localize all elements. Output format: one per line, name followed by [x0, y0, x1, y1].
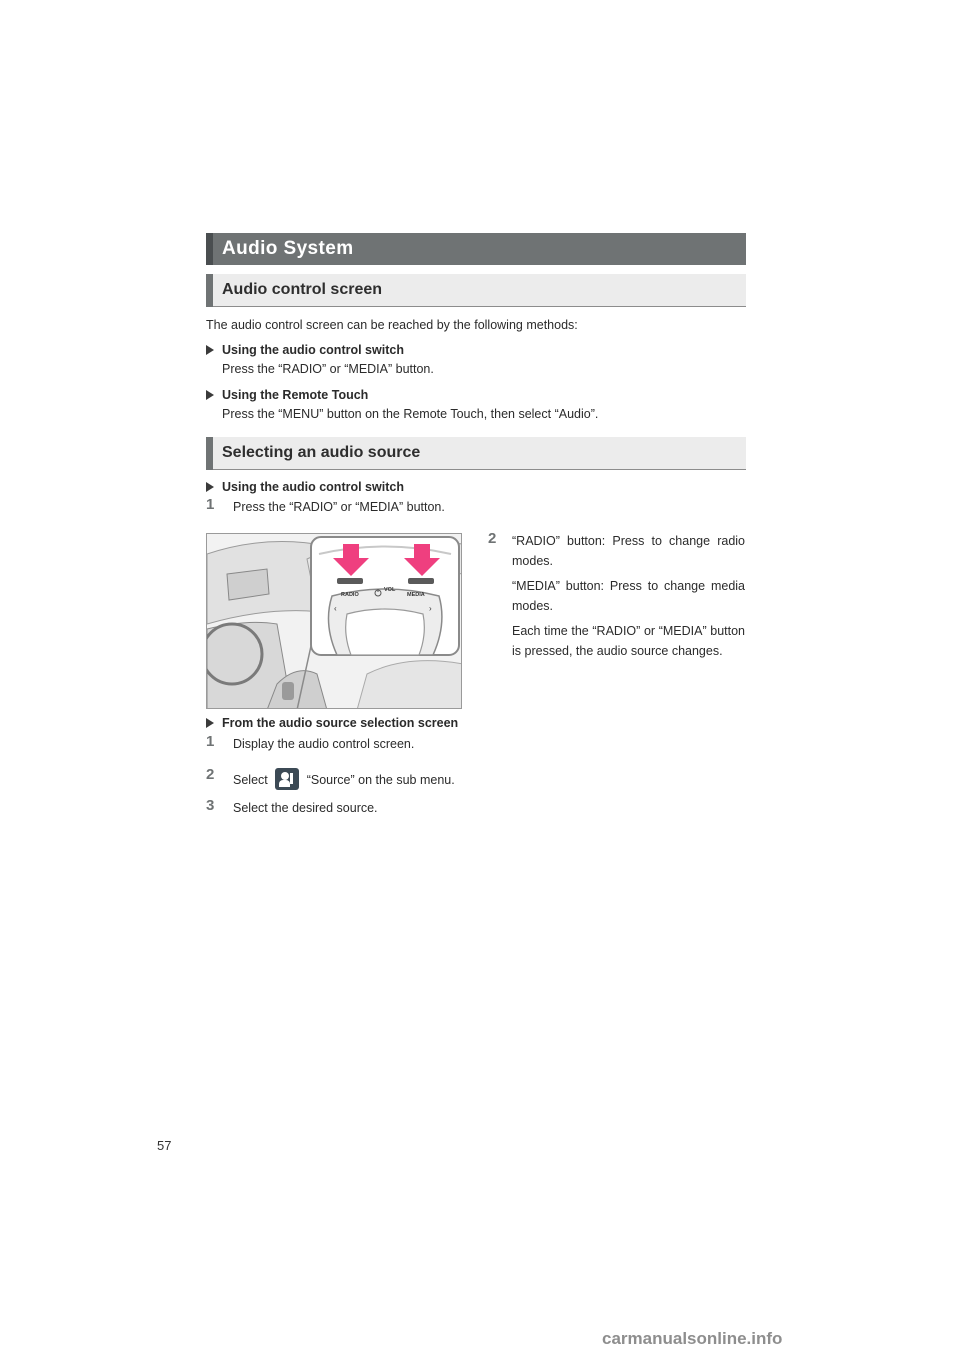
triangle-bullet-icon — [206, 345, 214, 355]
triangle-bullet-icon — [206, 482, 214, 492]
step2-radio-text: “RADIO” button: Press to change radio modes. — [512, 534, 745, 568]
step1-text: Press the “RADIO” or “MEDIA” button. — [233, 500, 445, 514]
triangle-bullet-icon — [206, 390, 214, 400]
watermark: carmanualsonline.info — [602, 1329, 783, 1348]
right-arrow-glyph: › — [429, 604, 432, 613]
dashboard-drawing — [207, 534, 462, 709]
section-title-band — [206, 233, 746, 265]
screen-step3-text: Select the desired source. — [233, 801, 378, 815]
step-number: 3 — [206, 797, 215, 814]
screen-method-heading: From the audio source selection screen — [206, 716, 458, 730]
step2-media-text: “MEDIA” button: Press to change media modes. — [512, 579, 745, 613]
subheading-accent-bar — [206, 274, 213, 307]
audio-switch-illustration — [206, 533, 462, 709]
vol-label: VOL — [384, 587, 396, 593]
step2-source-text: Each time the “RADIO” or “MEDIA” button is pressed, the audio source changes. — [512, 624, 745, 658]
step-number: 1 — [206, 733, 215, 750]
method1-text: Press the “RADIO” or “MEDIA” button. — [222, 362, 434, 376]
radio-label: RADIO — [341, 592, 359, 598]
media-label: MEDIA — [407, 592, 425, 598]
subheading-accent-bar — [206, 437, 213, 470]
source-icon — [275, 768, 299, 790]
screen-step2-text: Select “Source” on the sub menu. — [233, 768, 455, 791]
subheading-text: Audio control screen — [222, 281, 383, 298]
switch-method-heading: Using the audio control switch — [206, 480, 404, 494]
triangle-bullet-icon — [206, 718, 214, 728]
page-number: 57 — [157, 1138, 172, 1153]
subheading-audio-control-screen — [206, 274, 746, 307]
screen-step1-text: Display the audio control screen. — [233, 737, 415, 751]
step-number: 2 — [206, 766, 215, 783]
title-accent-bar — [206, 233, 213, 265]
method1-heading: Using the audio control switch — [206, 343, 404, 357]
step-number: 1 — [206, 496, 215, 513]
subheading-selecting-audio-source — [206, 437, 746, 470]
subheading-text: Selecting an audio source — [222, 444, 421, 461]
section-title: Audio System — [222, 238, 354, 259]
method2-heading: Using the Remote Touch — [206, 388, 368, 402]
left-arrow-glyph: ‹ — [334, 604, 337, 613]
intro-text: The audio control screen can be reached by the following methods: — [206, 318, 578, 332]
method2-text: Press the “MENU” button on the Remote Touch, then select “Audio”. — [222, 407, 599, 421]
step-number: 2 — [488, 530, 497, 547]
